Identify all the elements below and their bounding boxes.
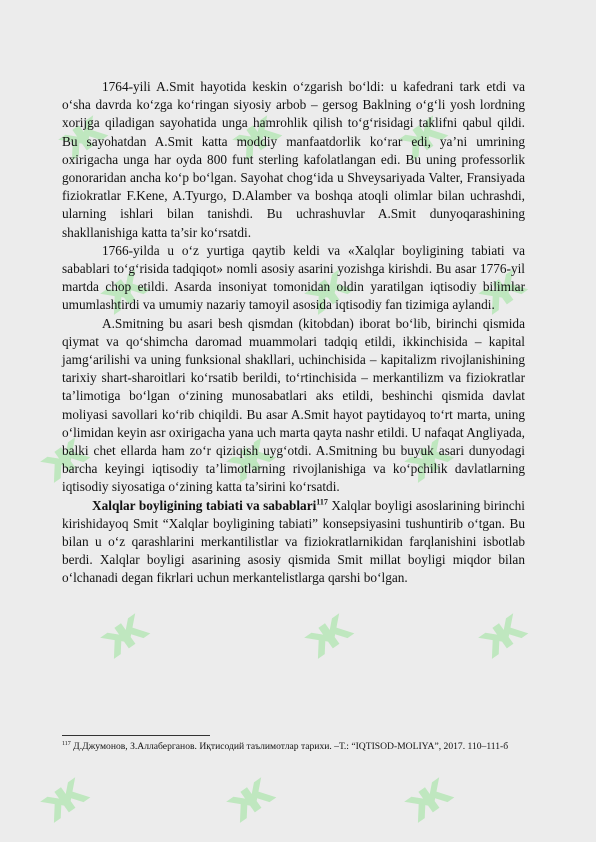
footnote-text: Д.Джумонов, З.Аллаберганов. Иқтисодий таълимотлар тарихи. –Т.: “IQTISOD-MOLIYA”, 2017. 110–111-б bbox=[70, 741, 509, 752]
watermark-glyph: ж bbox=[292, 597, 362, 669]
paragraph-2: 1766-yilda u o‘z yurtiga qaytib keldi va «Xalqlar boyligining tabiati va sabablari to‘g‘risida tadqiqot» nomli asosiy asarini yozishga kirishdi. Bu asar 1776-yil martda chop etildi. Asarda insoniyat tomonidan oldin yaratilgan iqtisodiy bilimlar umumlashtirdi va umumiy nazariy tamoyil asosida iqtisodiy fan tizimiga aylandi. bbox=[62, 242, 525, 313]
watermark-glyph: ж bbox=[466, 253, 536, 325]
watermark-glyph: ж bbox=[466, 597, 536, 669]
paragraph-4 bbox=[62, 497, 525, 588]
watermark-glyph: ж bbox=[392, 761, 462, 833]
watermark-glyph: ж bbox=[386, 99, 456, 171]
watermark-glyph: ж bbox=[214, 421, 284, 493]
paragraph-4-text: Xalqlar boyligi asoslarining birinchi kirishidayoq Smit “Xalqlar boyligining tabiati” konsepsiyasini tushuntirib o‘tgan. Bu bilan u o‘z qarashlarini merkantilistlar va fiziokratlarnikidan farqlanishini isbotlab berdi. Xalqlar boyligi asarining asosiy qismida Smit millat boyligi miqdor bilan o‘lchanadi degan fikrlari uchun merkantelistlarga qarshi bo‘lgan. bbox=[62, 497, 525, 586]
paragraph-1: 1764-yili A.Smit hayotida keskin o‘zgarish bo‘ldi: u kafedrani tark etdi va o‘sha davrda ko‘zga ko‘ringan siyosiy arbob – gersog Baklning o‘g‘li yosh lordning xorijga qiladigan sayohatida unga hamrohlik qilish to‘g‘risidagi taklifni qabul qildi. Bu sayohatdan A.Smit katta moddiy manfaatdorlik ko‘rar edi, ya’ni umrining oxirigacha unga har oyda 800 funt sterling kafolatlangan edi. Bu uning professorlik gonoraridan ancha ko‘p bo‘lgan. Sayohat chog‘ida u Shveysariyada Valter, Fransiyada fiziokratlar F.Kene, A.Tyurgo, D.Alamber va boshqa atoqli olimlar bilan uchrashdi, ularning ishlari bilan tanishdi. Bu uchrashuvlar A.Smit dunyoqarashining shakllanishiga katta ta’sir ko‘rsatdi. bbox=[62, 79, 525, 240]
watermark-glyph: ж bbox=[46, 99, 116, 171]
footnote-number: 117 bbox=[62, 740, 71, 747]
watermark-glyph: ж bbox=[220, 99, 290, 171]
watermark-glyph: ж bbox=[88, 597, 158, 669]
watermark-glyph: ж bbox=[28, 421, 98, 493]
paragraph-3: A.Smitning bu asari besh qismdan (kitobdan) iborat bo‘lib, birinchi qismida qiymat va qo‘shimcha daromad muammolari tadqiq etildi, ikkinchisida – kapital jamg‘arilishi va uning funksional shakllari, uchinchisida – kapitalizm rivojlanishining tarixiy shart-sharoitlari ko‘rsatib berildi, to‘rtinchisida – merkantilizm va fiziokratlar ta’limotiga bo‘lgan o‘zining munosabatlari aks etildi, beshinchi qismida davlat moliyasi savollari ko‘rib chiqildi. Bu asar A.Smit hayot paytidayoq to‘rt marta, uning o‘limidan keyin asr oxirigacha yana uch marta qayta nashr etildi. U nafaqat Angliyada, balki chet ellarda ham zo‘r qiziqish uyg‘otdi. A.Smitning bu buyuk asari dunyodagi barcha keyingi iqtisodiy ta’limotlarning rivojlanishiga va ko‘pchilik davlatlarning iqtisodiy siyosatiga o‘zining katta ta’sirini ko‘rsatdi. bbox=[62, 315, 525, 495]
section-heading: Xalqlar boyligining tabiati va sabablari bbox=[92, 497, 317, 513]
main-text bbox=[62, 78, 525, 588]
footnote bbox=[62, 740, 525, 753]
watermark-glyph: ж bbox=[214, 761, 284, 833]
footnote-separator bbox=[62, 735, 210, 736]
watermark-glyph: ж bbox=[392, 421, 462, 493]
watermark-glyph: ж bbox=[292, 253, 362, 325]
watermark-glyph: ж bbox=[88, 253, 158, 325]
watermark-glyph: ж bbox=[28, 761, 98, 833]
footnote-reference[interactable]: 117 bbox=[316, 497, 328, 507]
